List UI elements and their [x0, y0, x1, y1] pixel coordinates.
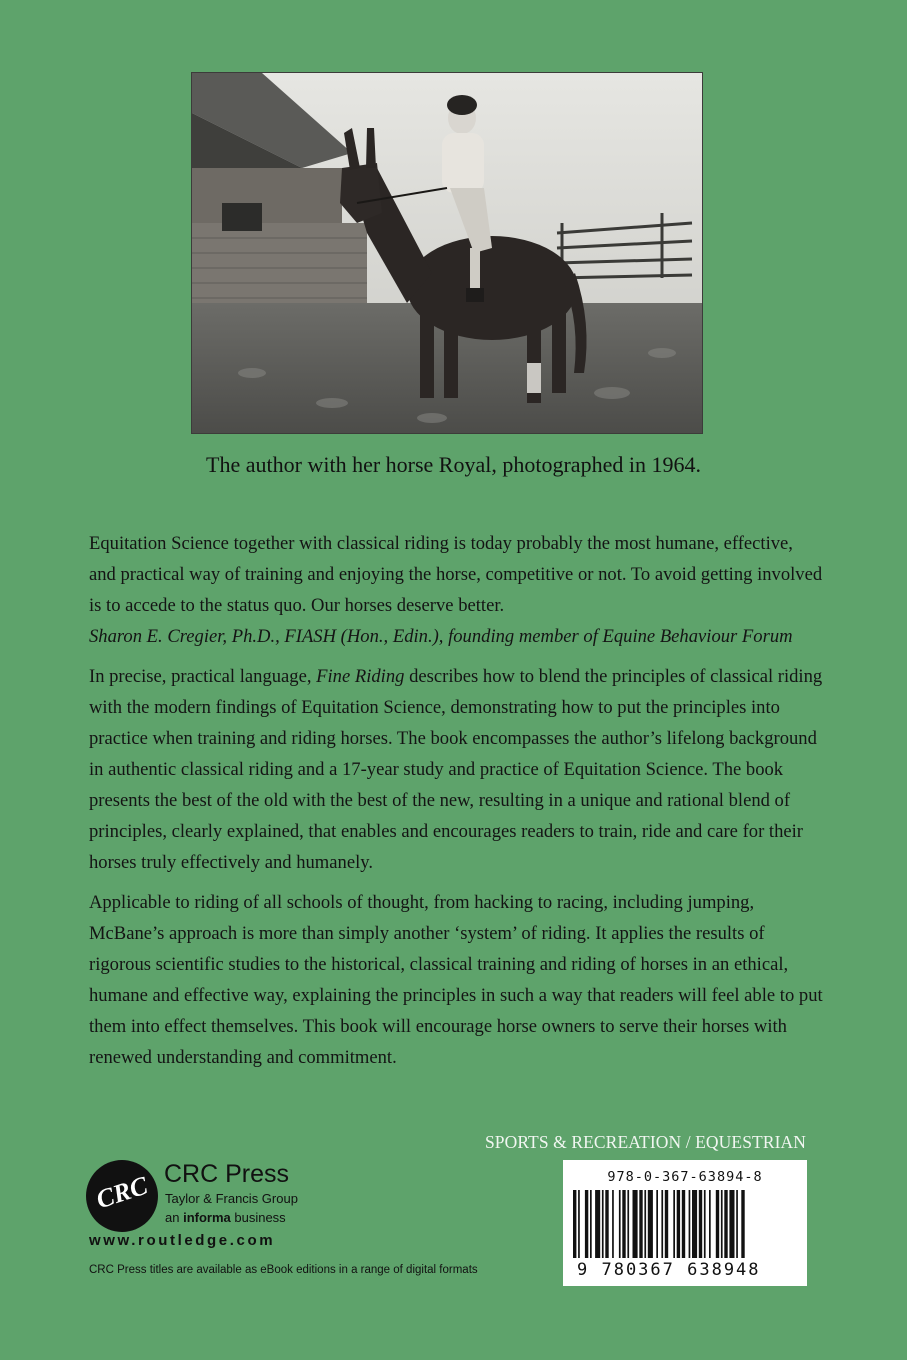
endorsement-quote: Equitation Science together with classical riding is today probably the most humane, effective, and practical way of training and enjoying the horse, competitive or not. To avoid getting involved is to accede to the status quo. Our horses deserve better.: [89, 533, 823, 616]
back-cover-text: [89, 528, 824, 1082]
informa-line: [165, 1210, 286, 1225]
barcode-bar: [633, 1190, 638, 1258]
endorsement-paragraph: [89, 528, 824, 652]
barcode-bar: [724, 1190, 727, 1258]
crc-logo-icon: [86, 1160, 158, 1232]
barcode-bar: [692, 1190, 697, 1258]
publisher-group: Taylor & Francis Group: [165, 1191, 298, 1206]
barcode-bar: [709, 1190, 711, 1258]
barcode-bar: [661, 1190, 663, 1258]
book-title: Fine Riding: [316, 666, 405, 687]
barcode-bar: [704, 1190, 706, 1258]
description-paragraph: [89, 661, 824, 878]
informa-prefix: an: [165, 1210, 184, 1225]
barcode-bar: [639, 1190, 642, 1258]
informa-bold: informa: [183, 1210, 231, 1225]
barcode-bar: [699, 1190, 702, 1258]
barcode-bar: [716, 1190, 719, 1258]
description-start: In precise, practical language,: [89, 666, 317, 687]
barcode-bar: [741, 1190, 744, 1258]
barcode-bar: [736, 1190, 738, 1258]
isbn-barcode: [563, 1160, 807, 1286]
applicability-paragraph: Applicable to riding of all schools of thought, from hacking to racing, including jumping, McBane’s approach is more than simply another ‘system’ of riding. It applies the results of rigorous scientific studies to the historical, classical training and riding of horses in an ethical, humane and effective way, explaining the principles in such a way that readers will feel able to put them into effect themselves. This book will encourage horse owners to serve their horses with renewed understanding and commitment.: [89, 892, 823, 1068]
crc-logo-text: CRC: [92, 1170, 152, 1215]
informa-suffix: business: [230, 1210, 286, 1225]
barcode-bar: [721, 1190, 723, 1258]
barcode-bar: [590, 1190, 592, 1258]
subject-category: SPORTS & RECREATION / EQUESTRIAN: [484, 1132, 806, 1152]
barcode-bar: [627, 1190, 629, 1258]
barcode-bar: [665, 1190, 668, 1258]
barcode-bar: [602, 1190, 604, 1258]
isbn-number: 978-0-367-63894-8: [607, 1169, 763, 1185]
ean-digits: 9 780367 638948: [577, 1260, 761, 1280]
barcode-bar: [622, 1190, 625, 1258]
barcode-bar: [605, 1190, 608, 1258]
publisher-name: CRC Press: [164, 1160, 290, 1188]
barcode-bars: [573, 1190, 797, 1258]
barcode-bar: [729, 1190, 734, 1258]
barcode-bar: [585, 1190, 588, 1258]
description-rest: describes how to blend the principles of classical riding with the modern findings of Equitation Science, demonstrating how to put the principles into practice when training and riding horses. The book encompasses the author’s lifelong background in authentic classical riding and a 17-year study and practice of Equitation Science. The book presents the best of the old with the best of the new, resulting in a unique and rational blend of principles, clearly explained, that enables and encourages readers to train, ride and care for their horses truly effectively and humanely.: [89, 666, 823, 873]
barcode-bar: [644, 1190, 646, 1258]
barcode-bar: [677, 1190, 680, 1258]
barcode-bar: [648, 1190, 653, 1258]
barcode-bar: [612, 1190, 614, 1258]
barcode-bar: [682, 1190, 685, 1258]
author-photo: [192, 73, 702, 433]
ebook-note: CRC Press titles are available as eBook editions in a range of digital formats: [89, 1264, 478, 1276]
photo-caption: The author with her horse Royal, photographed in 1964.: [206, 452, 701, 477]
endorsement-attribution: Sharon E. Cregier, Ph.D., FIASH (Hon., Edin.), founding member of Equine Behaviour Forum: [89, 626, 793, 647]
barcode-bar: [656, 1190, 658, 1258]
barcode-bar: [689, 1190, 691, 1258]
barcode-bar: [578, 1190, 580, 1258]
barcode-bar: [619, 1190, 621, 1258]
barcode-bar: [673, 1190, 675, 1258]
barcode-bar: [595, 1190, 600, 1258]
barcode-bar: [573, 1190, 576, 1258]
author-horse-photo-image: [192, 73, 702, 433]
publisher-website[interactable]: www.routledge.com: [89, 1232, 276, 1249]
